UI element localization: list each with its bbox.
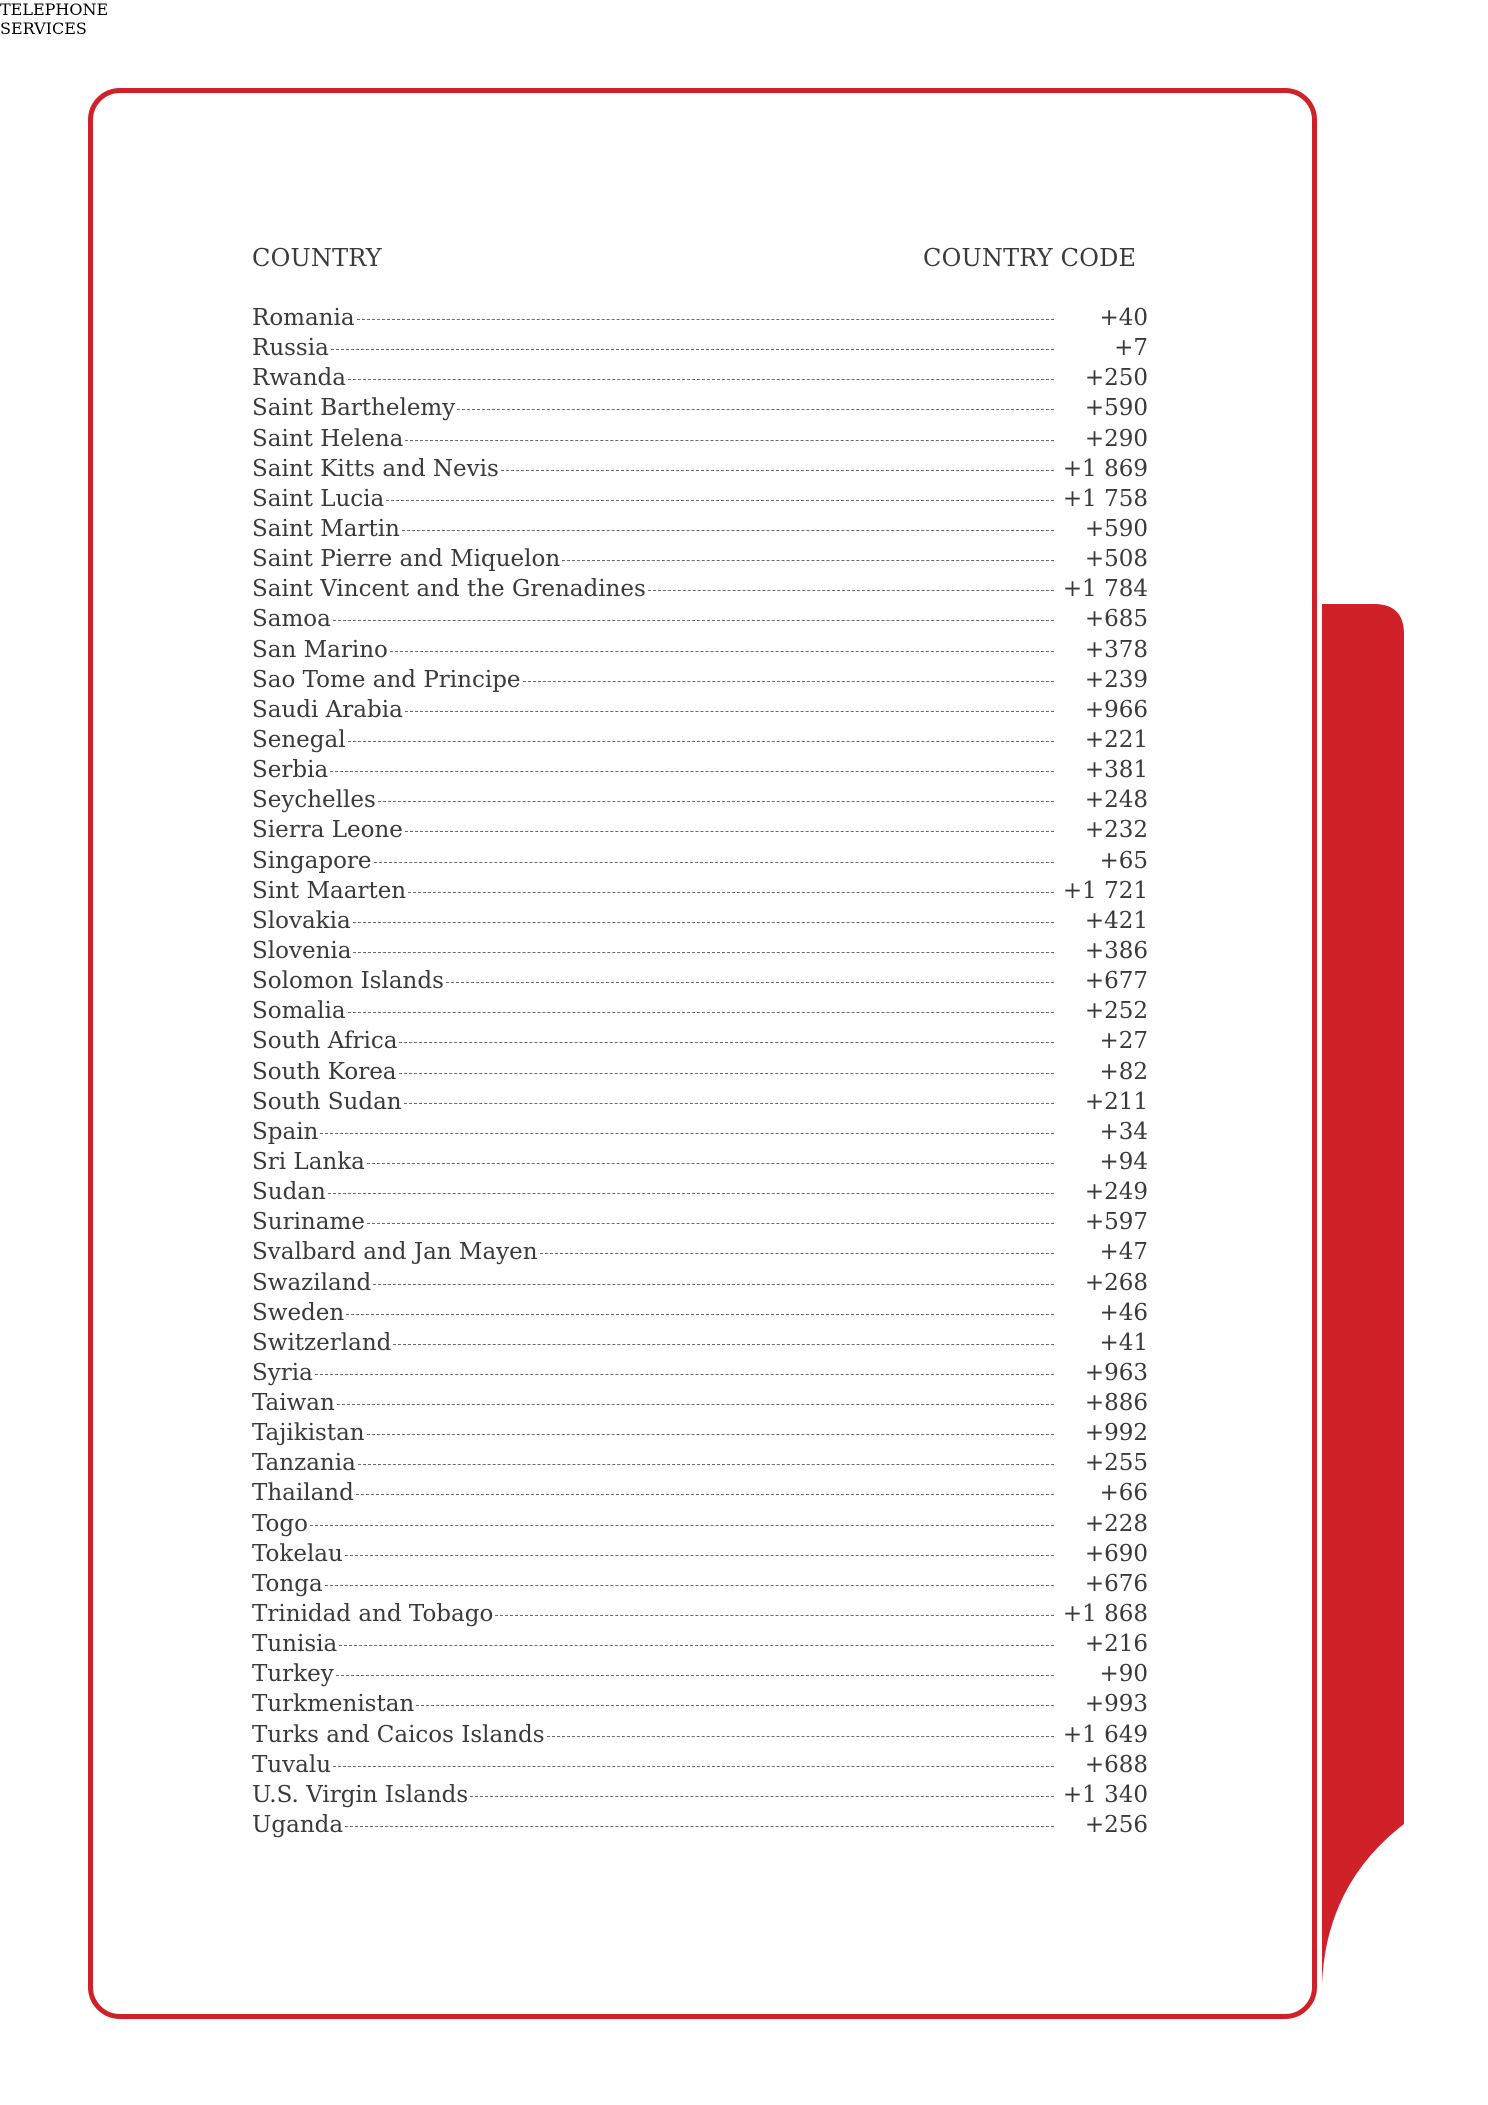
country-code: +993 bbox=[1084, 1691, 1148, 1718]
country-name: Serbia bbox=[252, 757, 329, 784]
list-item bbox=[252, 1450, 1148, 1480]
dotted-leader bbox=[331, 349, 1054, 350]
list-item bbox=[252, 1300, 1148, 1330]
list-item bbox=[252, 667, 1148, 697]
country-code: +41 bbox=[1099, 1329, 1148, 1356]
dotted-leader bbox=[495, 1615, 1054, 1616]
country-code: +47 bbox=[1099, 1239, 1148, 1266]
country-code: +65 bbox=[1099, 847, 1148, 874]
list-item bbox=[252, 1571, 1148, 1601]
list-item bbox=[252, 486, 1148, 516]
list-item bbox=[252, 516, 1148, 546]
country-code: +221 bbox=[1084, 726, 1148, 753]
country-name: Tokelau bbox=[252, 1540, 343, 1567]
country-name: Spain bbox=[252, 1118, 319, 1145]
country-code: +94 bbox=[1099, 1148, 1148, 1175]
country-name: South Sudan bbox=[252, 1088, 402, 1115]
dotted-leader bbox=[367, 1223, 1054, 1224]
dotted-leader bbox=[648, 590, 1054, 591]
country-code: +211 bbox=[1084, 1088, 1148, 1115]
country-code: +688 bbox=[1084, 1751, 1148, 1778]
country-code: +676 bbox=[1084, 1570, 1148, 1597]
country-code: +590 bbox=[1084, 515, 1148, 542]
list-item bbox=[252, 697, 1148, 727]
country-name: Saint Helena bbox=[252, 425, 404, 452]
country-code: +232 bbox=[1084, 817, 1148, 844]
country-code: +386 bbox=[1084, 937, 1148, 964]
country-name: South Korea bbox=[252, 1058, 397, 1085]
dotted-leader bbox=[348, 1012, 1054, 1013]
country-name: Sint Maarten bbox=[252, 877, 407, 904]
dotted-leader bbox=[405, 711, 1054, 712]
dotted-leader bbox=[408, 892, 1054, 893]
list-item bbox=[252, 1149, 1148, 1179]
country-name: San Marino bbox=[252, 636, 388, 663]
dotted-leader bbox=[562, 560, 1054, 561]
country-code: +34 bbox=[1099, 1118, 1148, 1145]
side-tab-shape bbox=[1322, 604, 1406, 1984]
country-code: +40 bbox=[1099, 305, 1148, 331]
list-item bbox=[252, 1722, 1148, 1752]
country-name: South Africa bbox=[252, 1028, 398, 1055]
list-item bbox=[252, 848, 1148, 878]
country-name: Trinidad and Tobago bbox=[252, 1601, 494, 1628]
country-code: +290 bbox=[1084, 425, 1148, 452]
country-code: +1 868 bbox=[1062, 1601, 1148, 1628]
country-name: Saint Vincent and the Grenadines bbox=[252, 576, 646, 603]
dotted-leader bbox=[501, 470, 1054, 471]
country-code: +886 bbox=[1084, 1390, 1148, 1417]
country-code-list bbox=[252, 305, 1148, 1842]
country-name: Romania bbox=[252, 305, 355, 331]
list-item bbox=[252, 546, 1148, 576]
country-name: Saint Pierre and Miquelon bbox=[252, 546, 561, 573]
country-name: Svalbard and Jan Mayen bbox=[252, 1239, 538, 1266]
dotted-leader bbox=[345, 1826, 1054, 1827]
dotted-leader bbox=[470, 1796, 1054, 1797]
dotted-leader bbox=[353, 922, 1054, 923]
country-name: Saint Barthelemy bbox=[252, 395, 456, 422]
country-name: Sao Tome and Principe bbox=[252, 666, 521, 693]
dotted-leader bbox=[336, 1675, 1054, 1676]
column-header-country: COUNTRY bbox=[252, 244, 382, 272]
country-name: Saudi Arabia bbox=[252, 696, 403, 723]
country-code: +27 bbox=[1099, 1028, 1148, 1055]
country-code: +1 649 bbox=[1062, 1721, 1148, 1748]
dotted-leader bbox=[348, 741, 1054, 742]
country-code: +256 bbox=[1084, 1812, 1148, 1839]
list-item bbox=[252, 1812, 1148, 1842]
country-name: Sri Lanka bbox=[252, 1148, 365, 1175]
list-item bbox=[252, 606, 1148, 636]
dotted-leader bbox=[399, 1073, 1054, 1074]
dotted-leader bbox=[399, 1042, 1054, 1043]
dotted-leader bbox=[346, 1314, 1054, 1315]
country-code: +685 bbox=[1084, 606, 1148, 633]
country-name: Swaziland bbox=[252, 1269, 372, 1296]
country-code: +597 bbox=[1084, 1209, 1148, 1236]
dotted-leader bbox=[540, 1253, 1054, 1254]
dotted-leader bbox=[457, 409, 1054, 410]
country-code: +268 bbox=[1084, 1269, 1148, 1296]
tab-label bbox=[0, 0, 1488, 38]
list-item bbox=[252, 1541, 1148, 1571]
country-name: Seychelles bbox=[252, 787, 376, 814]
list-item bbox=[252, 335, 1148, 365]
country-name: Turkmenistan bbox=[252, 1691, 415, 1718]
country-name: Saint Martin bbox=[252, 515, 400, 542]
country-code: +421 bbox=[1084, 907, 1148, 934]
side-tab bbox=[1322, 604, 1406, 1984]
country-code: +46 bbox=[1099, 1299, 1148, 1326]
country-name: Uganda bbox=[252, 1812, 344, 1839]
list-item bbox=[252, 1601, 1148, 1631]
dotted-leader bbox=[367, 1163, 1054, 1164]
country-code: +963 bbox=[1084, 1359, 1148, 1386]
country-code: +590 bbox=[1084, 395, 1148, 422]
list-item bbox=[252, 1209, 1148, 1239]
country-code: +992 bbox=[1084, 1420, 1148, 1447]
list-item bbox=[252, 998, 1148, 1028]
list-item bbox=[252, 908, 1148, 938]
country-name: Turks and Caicos Islands bbox=[252, 1721, 545, 1748]
country-name: Slovenia bbox=[252, 937, 352, 964]
list-item bbox=[252, 395, 1148, 425]
list-item bbox=[252, 305, 1148, 335]
list-item bbox=[252, 637, 1148, 667]
country-code: +690 bbox=[1084, 1540, 1148, 1567]
dotted-leader bbox=[402, 530, 1054, 531]
list-item bbox=[252, 727, 1148, 757]
country-name: Switzerland bbox=[252, 1329, 392, 1356]
dotted-leader bbox=[345, 1555, 1054, 1556]
country-code: +677 bbox=[1084, 968, 1148, 995]
dotted-leader bbox=[367, 1434, 1054, 1435]
dotted-leader bbox=[416, 1705, 1054, 1706]
country-code: +66 bbox=[1099, 1480, 1148, 1507]
country-name: Singapore bbox=[252, 847, 372, 874]
country-code: +1 784 bbox=[1062, 576, 1148, 603]
dotted-leader bbox=[404, 1103, 1054, 1104]
country-code: +508 bbox=[1084, 546, 1148, 573]
country-code: +249 bbox=[1084, 1179, 1148, 1206]
country-name: Thailand bbox=[252, 1480, 354, 1507]
list-item bbox=[252, 1511, 1148, 1541]
country-name: Tuvalu bbox=[252, 1751, 332, 1778]
dotted-leader bbox=[330, 771, 1054, 772]
country-name: Solomon Islands bbox=[252, 968, 444, 995]
dotted-leader bbox=[353, 952, 1054, 953]
list-item bbox=[252, 1691, 1148, 1721]
country-name: Sierra Leone bbox=[252, 817, 403, 844]
dotted-leader bbox=[356, 1494, 1054, 1495]
country-name: Syria bbox=[252, 1359, 313, 1386]
country-code: +228 bbox=[1084, 1510, 1148, 1537]
dotted-leader bbox=[374, 862, 1054, 863]
dotted-leader bbox=[348, 379, 1054, 380]
country-code: +1 758 bbox=[1062, 485, 1148, 512]
list-item bbox=[252, 1752, 1148, 1782]
country-name: Senegal bbox=[252, 726, 346, 753]
list-item bbox=[252, 1480, 1148, 1510]
dotted-leader bbox=[325, 1585, 1054, 1586]
country-code: +7 bbox=[1114, 335, 1148, 362]
country-name: Tonga bbox=[252, 1570, 323, 1597]
dotted-leader bbox=[358, 1464, 1054, 1465]
country-code: +90 bbox=[1099, 1661, 1148, 1688]
list-item bbox=[252, 1239, 1148, 1269]
dotted-leader bbox=[310, 1525, 1054, 1526]
country-name: Sudan bbox=[252, 1179, 326, 1206]
dotted-leader bbox=[446, 982, 1054, 983]
country-name: Rwanda bbox=[252, 365, 346, 392]
country-name: Togo bbox=[252, 1510, 308, 1537]
list-item bbox=[252, 456, 1148, 486]
list-item bbox=[252, 817, 1148, 847]
country-name: Taiwan bbox=[252, 1390, 335, 1417]
country-name: Russia bbox=[252, 335, 329, 362]
list-item bbox=[252, 576, 1148, 606]
list-item bbox=[252, 787, 1148, 817]
list-item bbox=[252, 1390, 1148, 1420]
country-code: +216 bbox=[1084, 1631, 1148, 1658]
country-name: Turkey bbox=[252, 1661, 334, 1688]
country-code: +378 bbox=[1084, 636, 1148, 663]
country-code: +255 bbox=[1084, 1450, 1148, 1477]
list-item bbox=[252, 1179, 1148, 1209]
country-code: +1 340 bbox=[1062, 1781, 1148, 1808]
tab-label-line1: TELEPHONE bbox=[0, 0, 109, 19]
country-name: Saint Lucia bbox=[252, 485, 385, 512]
country-code: +239 bbox=[1084, 666, 1148, 693]
country-code: +966 bbox=[1084, 696, 1148, 723]
list-item bbox=[252, 1330, 1148, 1360]
list-item bbox=[252, 426, 1148, 456]
dotted-leader bbox=[393, 1344, 1054, 1345]
list-item bbox=[252, 1420, 1148, 1450]
country-name: Tanzania bbox=[252, 1450, 356, 1477]
country-name: Somalia bbox=[252, 998, 346, 1025]
country-name: Slovakia bbox=[252, 907, 351, 934]
list-item bbox=[252, 365, 1148, 395]
dotted-leader bbox=[333, 620, 1054, 621]
country-code: +381 bbox=[1084, 757, 1148, 784]
column-header-country-code: COUNTRY CODE bbox=[923, 244, 1137, 272]
dotted-leader bbox=[386, 500, 1054, 501]
list-item bbox=[252, 938, 1148, 968]
country-name: Samoa bbox=[252, 606, 331, 633]
country-code: +1 869 bbox=[1062, 455, 1148, 482]
dotted-leader bbox=[378, 801, 1054, 802]
list-item bbox=[252, 1270, 1148, 1300]
list-item bbox=[252, 878, 1148, 908]
country-name: Saint Kitts and Nevis bbox=[252, 455, 499, 482]
country-code: +252 bbox=[1084, 998, 1148, 1025]
dotted-leader bbox=[390, 651, 1054, 652]
country-code: +82 bbox=[1099, 1058, 1148, 1085]
list-item bbox=[252, 1782, 1148, 1812]
dotted-leader bbox=[337, 1404, 1054, 1405]
country-code: +1 721 bbox=[1062, 877, 1148, 904]
dotted-leader bbox=[405, 831, 1054, 832]
country-name: Tunisia bbox=[252, 1631, 338, 1658]
list-item bbox=[252, 1360, 1148, 1390]
list-item bbox=[252, 1661, 1148, 1691]
dotted-leader bbox=[373, 1284, 1054, 1285]
dotted-leader bbox=[339, 1645, 1054, 1646]
tab-label-line2: SERVICES bbox=[0, 19, 87, 38]
dotted-leader bbox=[315, 1374, 1054, 1375]
list-item bbox=[252, 1631, 1148, 1661]
dotted-leader bbox=[547, 1736, 1054, 1737]
list-item bbox=[252, 1028, 1148, 1058]
country-name: Sweden bbox=[252, 1299, 345, 1326]
dotted-leader bbox=[357, 319, 1054, 320]
list-item bbox=[252, 968, 1148, 998]
country-code: +250 bbox=[1084, 365, 1148, 392]
dotted-leader bbox=[523, 681, 1054, 682]
dotted-leader bbox=[328, 1193, 1054, 1194]
dotted-leader bbox=[320, 1133, 1054, 1134]
country-name: Suriname bbox=[252, 1209, 365, 1236]
country-name: U.S. Virgin Islands bbox=[252, 1781, 469, 1808]
country-code: +248 bbox=[1084, 787, 1148, 814]
list-item bbox=[252, 1059, 1148, 1089]
list-item bbox=[252, 1089, 1148, 1119]
list-item bbox=[252, 1119, 1148, 1149]
dotted-leader bbox=[333, 1766, 1054, 1767]
country-name: Tajikistan bbox=[252, 1420, 365, 1447]
list-item bbox=[252, 757, 1148, 787]
dotted-leader bbox=[405, 440, 1054, 441]
